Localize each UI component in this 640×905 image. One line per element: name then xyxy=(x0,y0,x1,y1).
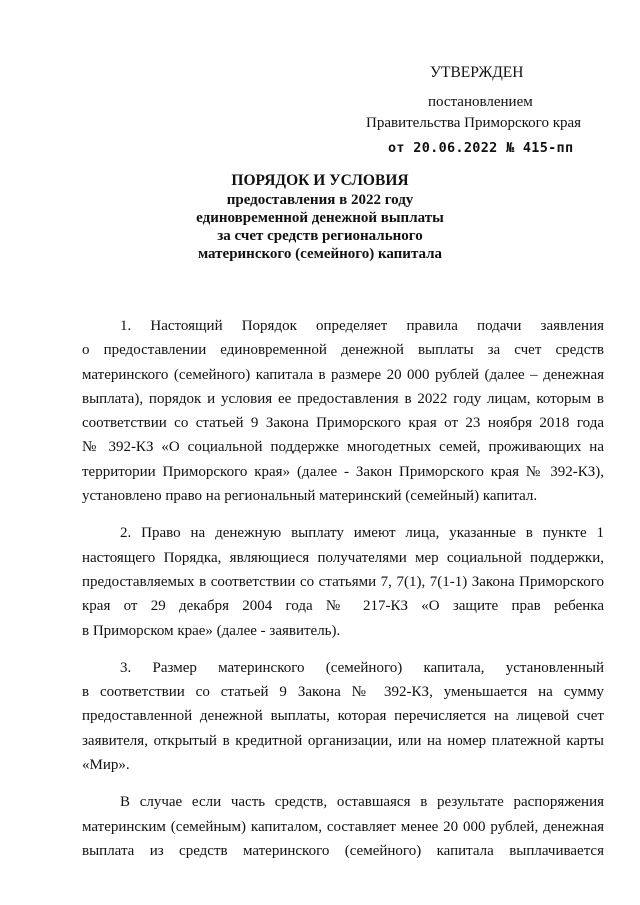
document-body xyxy=(82,314,604,863)
text-line: выплата), порядок и условия ее предоставления в 2022 году лицам, которым в xyxy=(82,390,604,407)
text-line: соответствии со статьей 9 Закона Приморского края от 23 ноября 2018 года xyxy=(82,415,604,432)
paragraph-4 xyxy=(82,790,604,863)
approval-block xyxy=(360,62,610,159)
text-line: 1. Настоящий Порядок определяет правила подачи заявления xyxy=(120,318,604,334)
title-line: единовременной денежной выплаты xyxy=(196,210,444,226)
text-line: В случае если часть средств, оставшаяся в результате распоряжения xyxy=(120,794,604,811)
text-line: материнского (семейного) капитала в размере 20 000 рублей (далее – денежная xyxy=(82,366,604,383)
title-line: за счет средств регионального xyxy=(217,228,423,244)
approval-by: постановлением xyxy=(428,94,533,110)
text-line: в соответствии со статьей 9 Закона № 392-КЗ, уменьшается на сумму xyxy=(82,684,604,701)
text-line: выплата из средств материнского (семейного) капитала выплачивается xyxy=(82,842,604,859)
paragraph-3 xyxy=(82,656,604,777)
text-line: предоставленной денежной выплаты, которая перечисляется на лицевой счет xyxy=(82,708,604,725)
text-line: № 392-КЗ «О социальной поддержке многодетных семей, проживающих на xyxy=(82,439,604,456)
text-line: 3. Размер материнского (семейного) капитала, установленный xyxy=(120,659,604,676)
text-line: материнским (семейным) капиталом, составляет менее 20 000 рублей, денежная xyxy=(82,818,604,835)
approval-date-stamp: от 20.06.2022 № 415-пп xyxy=(388,140,574,156)
text-line: края от 29 декабря 2004 года № 217-КЗ «О защите прав ребенка xyxy=(82,598,604,615)
text-line: заявителя, открытый в кредитной организации, или на номер платежной карты xyxy=(82,732,604,749)
approval-authority: Правительства Приморского края xyxy=(366,115,582,131)
text-line: территории Приморского края» (далее - Закон Приморского края № 392-КЗ), xyxy=(82,463,604,480)
text-line: настоящего Порядка, являющиеся получателями мер социальной поддержки, xyxy=(82,549,604,566)
paragraph-1 xyxy=(82,314,604,508)
title-line: материнского (семейного) капитала xyxy=(197,246,443,262)
text-line: предоставляемых в соответствии со статьями 7, 7(1), 7(1-1) Закона Приморского xyxy=(82,573,604,590)
text-line: 2. Право на денежную выплату имеют лица, указанные в пункте 1 xyxy=(120,525,604,542)
title-line: ПОРЯДОК И УСЛОВИЯ xyxy=(231,172,409,189)
text-line: о предоставлении единовременной денежной выплаты за счет средств xyxy=(82,342,604,359)
text-line: «Мир». xyxy=(82,757,130,774)
approval-heading: УТВЕРЖДЕН xyxy=(430,64,524,81)
title-line: предоставления в 2022 году xyxy=(226,192,414,208)
text-line: установлено право на региональный материнский (семейный) капитал. xyxy=(82,488,538,505)
text-line: в Приморском крае» (далее - заявитель). xyxy=(82,622,341,639)
paragraph-2 xyxy=(82,521,604,642)
document-title xyxy=(150,172,490,263)
